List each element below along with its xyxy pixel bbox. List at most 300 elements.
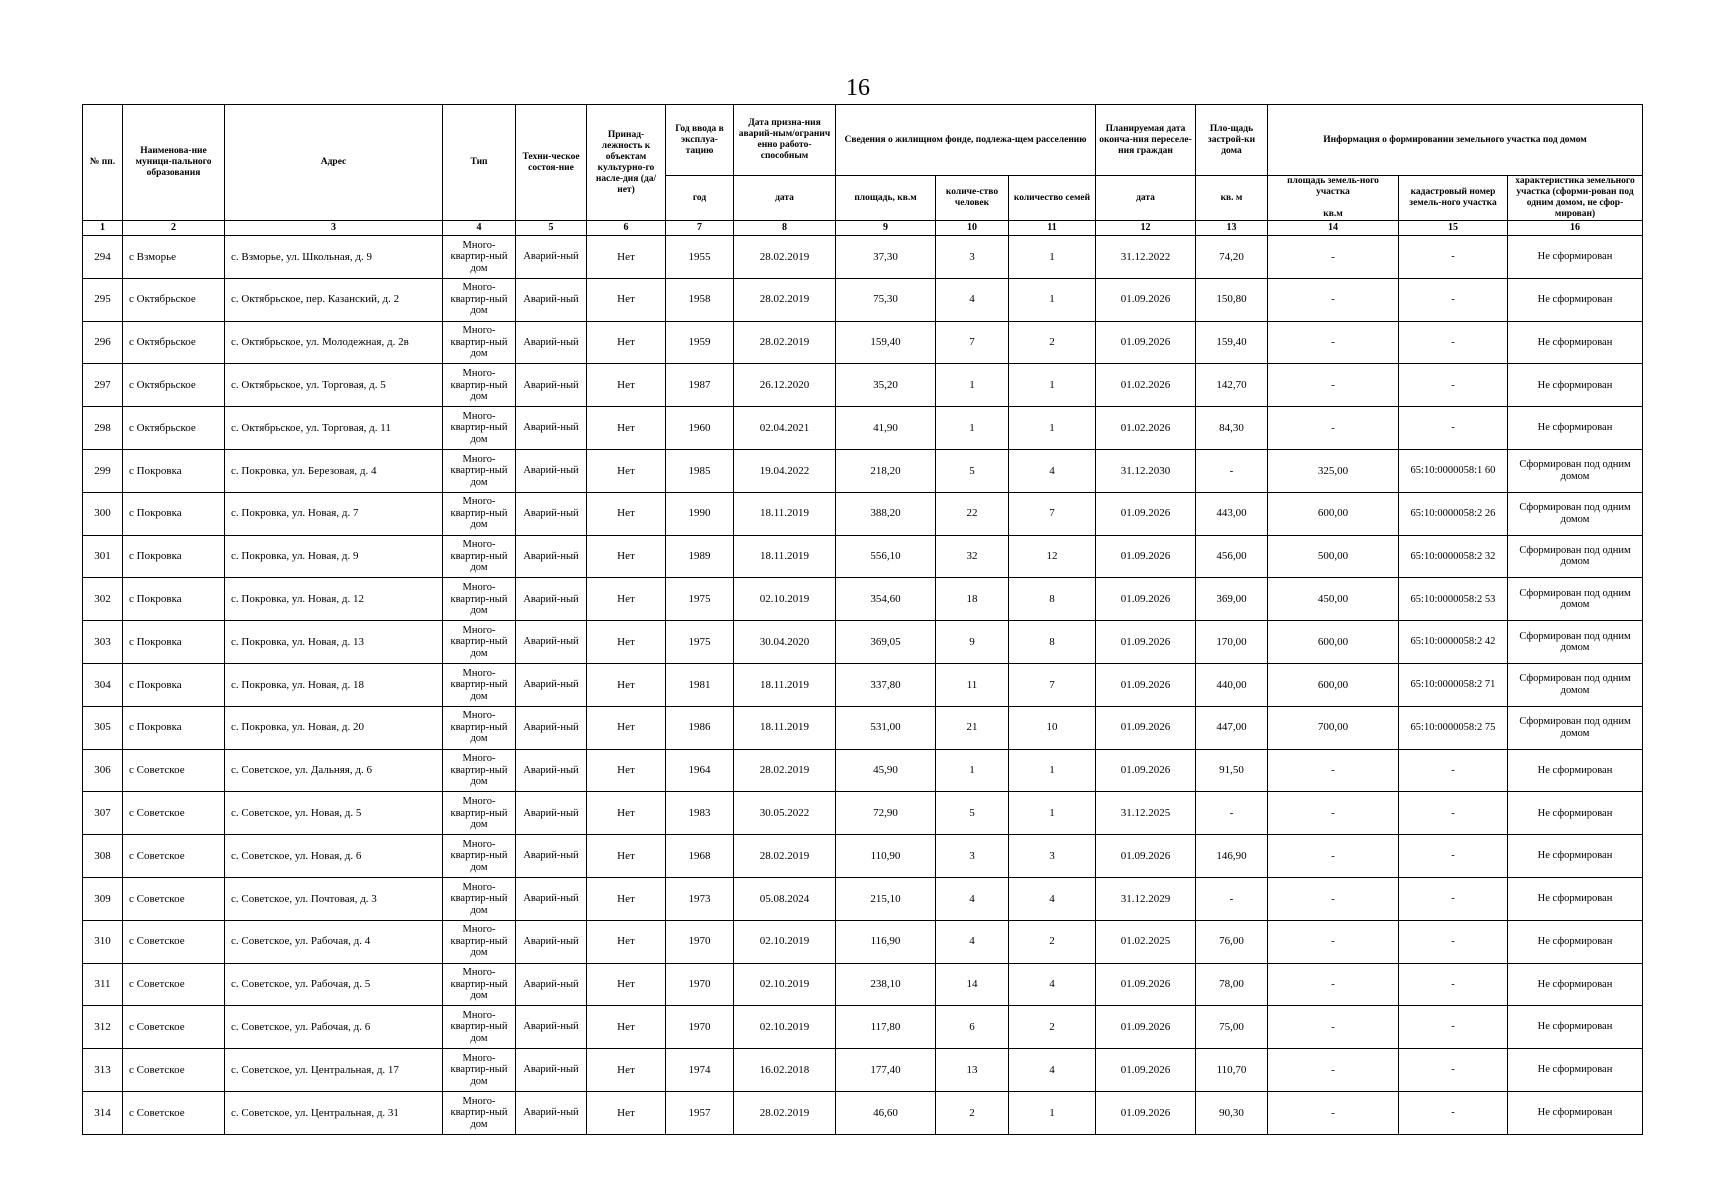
row-families: 2 (1009, 1006, 1096, 1049)
row-recognition-date: 28.02.2019 (734, 1091, 836, 1134)
row-people: 4 (936, 920, 1009, 963)
row-building-area: 74,20 (1196, 236, 1268, 279)
row-heritage: Нет (587, 236, 666, 279)
row-land-characteristic: Не сформирован (1508, 792, 1643, 835)
column-number: 15 (1399, 221, 1508, 236)
table-row (83, 963, 1643, 1006)
row-cadastral-number: - (1399, 1049, 1508, 1092)
row-people: 1 (936, 749, 1009, 792)
row-recognition-date: 02.10.2019 (734, 1006, 836, 1049)
row-municipality: с Октябрьское (123, 278, 225, 321)
row-heritage: Нет (587, 492, 666, 535)
row-recognition-date: 28.02.2019 (734, 236, 836, 279)
row-type: Много-квартир-ный дом (443, 877, 516, 920)
column-number: 6 (587, 221, 666, 236)
row-area: 218,20 (836, 449, 936, 492)
row-address: с. Советское, ул. Рабочая, д. 6 (225, 1006, 443, 1049)
row-state: Аварий-ный (516, 706, 587, 749)
row-type: Много-квартир-ный дом (443, 1006, 516, 1049)
header-land-area (1268, 176, 1399, 221)
row-land-area: - (1268, 1049, 1399, 1092)
row-type: Много-квартир-ный дом (443, 706, 516, 749)
row-municipality: с Советское (123, 749, 225, 792)
table-body (83, 236, 1643, 1135)
row-area: 354,60 (836, 578, 936, 621)
row-families: 1 (1009, 364, 1096, 407)
row-building-area: 84,30 (1196, 407, 1268, 450)
row-building-area: 146,90 (1196, 835, 1268, 878)
row-planned-date: 31.12.2030 (1096, 449, 1196, 492)
row-people: 18 (936, 578, 1009, 621)
row-people: 14 (936, 963, 1009, 1006)
row-municipality: с Советское (123, 963, 225, 1006)
row-land-area: - (1268, 877, 1399, 920)
header-address: Адрес (225, 105, 443, 221)
row-heritage: Нет (587, 621, 666, 664)
row-land-area: - (1268, 236, 1399, 279)
row-cadastral-number: - (1399, 278, 1508, 321)
row-year: 1970 (666, 920, 734, 963)
row-year: 1957 (666, 1091, 734, 1134)
table-row (83, 364, 1643, 407)
row-families: 8 (1009, 578, 1096, 621)
header-area: площадь, кв.м (836, 176, 936, 221)
row-type: Много-квартир-ный дом (443, 920, 516, 963)
row-families: 4 (1009, 1049, 1096, 1092)
header-number: № пп. (83, 105, 123, 221)
row-cadastral-number: - (1399, 1006, 1508, 1049)
row-number: 302 (83, 578, 123, 621)
table-row (83, 792, 1643, 835)
row-year: 1985 (666, 449, 734, 492)
row-land-area: 325,00 (1268, 449, 1399, 492)
row-number: 310 (83, 920, 123, 963)
row-people: 7 (936, 321, 1009, 364)
row-land-characteristic: Не сформирован (1508, 1091, 1643, 1134)
header-land-area-label: площадь земель-ного участка (1287, 176, 1379, 197)
row-people: 4 (936, 877, 1009, 920)
row-building-area: 90,30 (1196, 1091, 1268, 1134)
row-cadastral-number: 65:10:0000058:2 71 (1399, 663, 1508, 706)
row-recognition-date: 18.11.2019 (734, 492, 836, 535)
table-row (83, 321, 1643, 364)
row-municipality: с Покровка (123, 492, 225, 535)
row-cadastral-number: - (1399, 749, 1508, 792)
column-number: 8 (734, 221, 836, 236)
row-municipality: с Советское (123, 792, 225, 835)
row-land-area: - (1268, 1091, 1399, 1134)
row-year: 1973 (666, 877, 734, 920)
row-recognition-date: 26.12.2020 (734, 364, 836, 407)
row-land-characteristic: Сформирован под одним домом (1508, 578, 1643, 621)
row-land-characteristic: Сформирован под одним домом (1508, 621, 1643, 664)
row-planned-date: 31.12.2022 (1096, 236, 1196, 279)
row-heritage: Нет (587, 449, 666, 492)
row-building-area: 440,00 (1196, 663, 1268, 706)
row-land-area: 450,00 (1268, 578, 1399, 621)
row-cadastral-number: 65:10:0000058:2 32 (1399, 535, 1508, 578)
row-year: 1981 (666, 663, 734, 706)
row-families: 4 (1009, 963, 1096, 1006)
row-state: Аварий-ный (516, 1091, 587, 1134)
row-land-characteristic: Не сформирован (1508, 920, 1643, 963)
row-recognition-date: 18.11.2019 (734, 663, 836, 706)
row-people: 6 (936, 1006, 1009, 1049)
row-area: 159,40 (836, 321, 936, 364)
row-land-area: - (1268, 1006, 1399, 1049)
row-families: 1 (1009, 1091, 1096, 1134)
row-building-area: - (1196, 449, 1268, 492)
row-recognition-date: 30.05.2022 (734, 792, 836, 835)
row-year: 1955 (666, 236, 734, 279)
row-address: с. Покровка, ул. Новая, д. 12 (225, 578, 443, 621)
row-heritage: Нет (587, 407, 666, 450)
header-heritage: Принад-лежность к объектам культурно-го насле-дия (да/нет) (587, 105, 666, 221)
row-building-area: 91,50 (1196, 749, 1268, 792)
row-municipality: с Покровка (123, 578, 225, 621)
column-number: 7 (666, 221, 734, 236)
row-area: 215,10 (836, 877, 936, 920)
row-number: 314 (83, 1091, 123, 1134)
row-people: 1 (936, 407, 1009, 450)
row-area: 75,30 (836, 278, 936, 321)
header-year-unit: год (666, 176, 734, 221)
row-area: 388,20 (836, 492, 936, 535)
row-type: Много-квартир-ный дом (443, 749, 516, 792)
row-state: Аварий-ный (516, 835, 587, 878)
row-recognition-date: 02.10.2019 (734, 578, 836, 621)
row-people: 13 (936, 1049, 1009, 1092)
row-address: с. Советское, ул. Центральная, д. 31 (225, 1091, 443, 1134)
row-heritage: Нет (587, 706, 666, 749)
row-number: 301 (83, 535, 123, 578)
row-families: 12 (1009, 535, 1096, 578)
row-building-area: 142,70 (1196, 364, 1268, 407)
row-year: 1970 (666, 963, 734, 1006)
row-municipality: с Октябрьское (123, 364, 225, 407)
row-cadastral-number: 65:10:0000058:2 53 (1399, 578, 1508, 621)
row-area: 238,10 (836, 963, 936, 1006)
row-cadastral-number: 65:10:0000058:2 42 (1399, 621, 1508, 664)
row-planned-date: 01.09.2026 (1096, 278, 1196, 321)
row-area: 45,90 (836, 749, 936, 792)
row-land-area: - (1268, 364, 1399, 407)
row-state: Аварий-ный (516, 877, 587, 920)
table-row (83, 1091, 1643, 1134)
table-row (83, 278, 1643, 321)
row-recognition-date: 28.02.2019 (734, 278, 836, 321)
table-row (83, 407, 1643, 450)
table-row (83, 1006, 1643, 1049)
row-area: 37,30 (836, 236, 936, 279)
row-recognition-date: 18.11.2019 (734, 535, 836, 578)
row-area: 531,00 (836, 706, 936, 749)
row-area: 41,90 (836, 407, 936, 450)
row-type: Много-квартир-ный дом (443, 321, 516, 364)
row-year: 1986 (666, 706, 734, 749)
row-state: Аварий-ный (516, 407, 587, 450)
row-planned-date: 01.09.2026 (1096, 535, 1196, 578)
row-planned-date: 01.09.2026 (1096, 963, 1196, 1006)
row-planned-date: 01.02.2026 (1096, 407, 1196, 450)
row-year: 1974 (666, 1049, 734, 1092)
row-address: с. Советское, ул. Новая, д. 5 (225, 792, 443, 835)
row-state: Аварий-ный (516, 749, 587, 792)
table-row (83, 749, 1643, 792)
row-building-area: 75,00 (1196, 1006, 1268, 1049)
table-row (83, 578, 1643, 621)
row-building-area: 78,00 (1196, 963, 1268, 1006)
row-families: 2 (1009, 920, 1096, 963)
row-state: Аварий-ный (516, 792, 587, 835)
row-planned-date: 01.09.2026 (1096, 749, 1196, 792)
row-year: 1970 (666, 1006, 734, 1049)
header-families: количество семей (1009, 176, 1096, 221)
row-area: 369,05 (836, 621, 936, 664)
row-people: 9 (936, 621, 1009, 664)
row-type: Много-квартир-ный дом (443, 278, 516, 321)
row-land-area: - (1268, 278, 1399, 321)
row-heritage: Нет (587, 792, 666, 835)
row-people: 1 (936, 364, 1009, 407)
row-area: 117,80 (836, 1006, 936, 1049)
row-municipality: с Советское (123, 1006, 225, 1049)
table-header (83, 105, 1643, 236)
column-number: 2 (123, 221, 225, 236)
row-number: 312 (83, 1006, 123, 1049)
row-planned-date: 01.09.2026 (1096, 321, 1196, 364)
row-area: 177,40 (836, 1049, 936, 1092)
header-land-group: Информация о формировании земельного участка под домом (1268, 105, 1643, 176)
row-land-characteristic: Сформирован под одним домом (1508, 706, 1643, 749)
header-building-area: Пло-щадь застрой-ки дома (1196, 105, 1268, 176)
row-heritage: Нет (587, 278, 666, 321)
row-address: с. Покровка, ул. Новая, д. 7 (225, 492, 443, 535)
header-building-area-unit: кв. м (1196, 176, 1268, 221)
table-row (83, 621, 1643, 664)
row-number: 313 (83, 1049, 123, 1092)
row-land-characteristic: Не сформирован (1508, 1049, 1643, 1092)
row-year: 1960 (666, 407, 734, 450)
row-area: 35,20 (836, 364, 936, 407)
row-planned-date: 01.02.2026 (1096, 364, 1196, 407)
row-number: 298 (83, 407, 123, 450)
header-technical-state: Техни-ческое состоя-ние (516, 105, 587, 221)
row-type: Много-квартир-ный дом (443, 963, 516, 1006)
row-number: 308 (83, 835, 123, 878)
row-address: с. Октябрьское, ул. Торговая, д. 11 (225, 407, 443, 450)
header-land-area-unit: кв.м (1323, 209, 1343, 219)
row-heritage: Нет (587, 1049, 666, 1092)
row-municipality: с Советское (123, 920, 225, 963)
row-area: 72,90 (836, 792, 936, 835)
row-year: 1990 (666, 492, 734, 535)
row-type: Много-квартир-ный дом (443, 792, 516, 835)
column-number: 1 (83, 221, 123, 236)
row-land-characteristic: Сформирован под одним домом (1508, 449, 1643, 492)
row-recognition-date: 28.02.2019 (734, 749, 836, 792)
row-people: 3 (936, 236, 1009, 279)
row-number: 307 (83, 792, 123, 835)
row-heritage: Нет (587, 535, 666, 578)
row-recognition-date: 02.10.2019 (734, 920, 836, 963)
row-planned-date: 01.09.2026 (1096, 1091, 1196, 1134)
row-building-area: 76,00 (1196, 920, 1268, 963)
row-cadastral-number: - (1399, 236, 1508, 279)
row-area: 556,10 (836, 535, 936, 578)
row-land-area: - (1268, 792, 1399, 835)
row-land-characteristic: Сформирован под одним домом (1508, 663, 1643, 706)
row-land-area: - (1268, 407, 1399, 450)
row-heritage: Нет (587, 1006, 666, 1049)
row-heritage: Нет (587, 877, 666, 920)
row-planned-date: 31.12.2025 (1096, 792, 1196, 835)
row-land-characteristic: Не сформирован (1508, 1006, 1643, 1049)
row-area: 116,90 (836, 920, 936, 963)
row-address: с. Советское, ул. Почтовая, д. 3 (225, 877, 443, 920)
row-address: с. Октябрьское, ул. Молодежная, д. 2в (225, 321, 443, 364)
row-municipality: с Советское (123, 1049, 225, 1092)
row-cadastral-number: - (1399, 877, 1508, 920)
row-state: Аварий-ный (516, 278, 587, 321)
row-state: Аварий-ный (516, 963, 587, 1006)
row-land-characteristic: Не сформирован (1508, 749, 1643, 792)
housing-registry-table (82, 104, 1643, 1135)
row-planned-date: 01.09.2026 (1096, 706, 1196, 749)
row-land-characteristic: Не сформирован (1508, 963, 1643, 1006)
row-address: с. Взморье, ул. Школьная, д. 9 (225, 236, 443, 279)
row-land-area: - (1268, 321, 1399, 364)
row-recognition-date: 28.02.2019 (734, 321, 836, 364)
row-families: 7 (1009, 492, 1096, 535)
row-recognition-date: 02.10.2019 (734, 963, 836, 1006)
row-planned-date: 01.09.2026 (1096, 1006, 1196, 1049)
row-type: Много-квартир-ный дом (443, 492, 516, 535)
row-heritage: Нет (587, 920, 666, 963)
row-state: Аварий-ный (516, 621, 587, 664)
row-cadastral-number: - (1399, 1091, 1508, 1134)
row-state: Аварий-ный (516, 1006, 587, 1049)
row-planned-date: 01.02.2025 (1096, 920, 1196, 963)
row-area: 46,60 (836, 1091, 936, 1134)
row-families: 1 (1009, 278, 1096, 321)
row-people: 5 (936, 792, 1009, 835)
row-number: 311 (83, 963, 123, 1006)
row-families: 8 (1009, 621, 1096, 664)
table-row (83, 449, 1643, 492)
row-cadastral-number: 65:10:0000058:1 60 (1399, 449, 1508, 492)
row-land-area: 600,00 (1268, 621, 1399, 664)
header-municipality: Наименова-ние муници-пального образования (123, 105, 225, 221)
row-address: с. Покровка, ул. Новая, д. 13 (225, 621, 443, 664)
column-numbers-row (83, 221, 1643, 236)
row-municipality: с Взморье (123, 236, 225, 279)
row-year: 1968 (666, 835, 734, 878)
row-cadastral-number: - (1399, 963, 1508, 1006)
row-people: 4 (936, 278, 1009, 321)
row-municipality: с Октябрьское (123, 321, 225, 364)
row-families: 7 (1009, 663, 1096, 706)
row-type: Много-квартир-ный дом (443, 1091, 516, 1134)
table-row (83, 920, 1643, 963)
row-number: 303 (83, 621, 123, 664)
row-type: Много-квартир-ный дом (443, 1049, 516, 1092)
row-municipality: с Покровка (123, 621, 225, 664)
row-building-area: 369,00 (1196, 578, 1268, 621)
row-state: Аварий-ный (516, 920, 587, 963)
row-building-area: 447,00 (1196, 706, 1268, 749)
row-area: 110,90 (836, 835, 936, 878)
column-number: 14 (1268, 221, 1399, 236)
row-year: 1975 (666, 578, 734, 621)
row-state: Аварий-ный (516, 492, 587, 535)
row-people: 32 (936, 535, 1009, 578)
row-number: 306 (83, 749, 123, 792)
table-row (83, 492, 1643, 535)
table-row (83, 535, 1643, 578)
row-year: 1987 (666, 364, 734, 407)
row-building-area: 170,00 (1196, 621, 1268, 664)
row-land-area: 600,00 (1268, 663, 1399, 706)
row-address: с. Советское, ул. Рабочая, д. 4 (225, 920, 443, 963)
row-building-area: 443,00 (1196, 492, 1268, 535)
row-year: 1959 (666, 321, 734, 364)
column-number: 16 (1508, 221, 1643, 236)
row-municipality: с Октябрьское (123, 407, 225, 450)
row-planned-date: 31.12.2029 (1096, 877, 1196, 920)
row-state: Аварий-ный (516, 663, 587, 706)
row-people: 11 (936, 663, 1009, 706)
row-state: Аварий-ный (516, 236, 587, 279)
row-address: с. Покровка, ул. Березовая, д. 4 (225, 449, 443, 492)
table-row (83, 706, 1643, 749)
row-land-characteristic: Не сформирован (1508, 321, 1643, 364)
row-type: Много-квартир-ный дом (443, 663, 516, 706)
row-heritage: Нет (587, 749, 666, 792)
row-land-area: - (1268, 920, 1399, 963)
row-state: Аварий-ный (516, 321, 587, 364)
column-number: 12 (1096, 221, 1196, 236)
row-cadastral-number: - (1399, 364, 1508, 407)
row-land-characteristic: Не сформирован (1508, 407, 1643, 450)
row-year: 1958 (666, 278, 734, 321)
row-building-area: 159,40 (1196, 321, 1268, 364)
row-heritage: Нет (587, 963, 666, 1006)
row-cadastral-number: 65:10:0000058:2 26 (1399, 492, 1508, 535)
row-heritage: Нет (587, 321, 666, 364)
row-recognition-date: 30.04.2020 (734, 621, 836, 664)
row-cadastral-number: - (1399, 920, 1508, 963)
table-row (83, 835, 1643, 878)
row-planned-date: 01.09.2026 (1096, 578, 1196, 621)
row-families: 10 (1009, 706, 1096, 749)
row-number: 304 (83, 663, 123, 706)
row-families: 1 (1009, 407, 1096, 450)
row-type: Много-квартир-ный дом (443, 535, 516, 578)
row-number: 297 (83, 364, 123, 407)
row-year: 1964 (666, 749, 734, 792)
row-recognition-date: 02.04.2021 (734, 407, 836, 450)
table-row (83, 236, 1643, 279)
row-number: 296 (83, 321, 123, 364)
row-address: с. Покровка, ул. Новая, д. 18 (225, 663, 443, 706)
row-number: 309 (83, 877, 123, 920)
table-row (83, 1049, 1643, 1092)
header-planned-date-unit: дата (1096, 176, 1196, 221)
row-year: 1989 (666, 535, 734, 578)
header-people: количе-ство человек (936, 176, 1009, 221)
row-type: Много-квартир-ный дом (443, 621, 516, 664)
